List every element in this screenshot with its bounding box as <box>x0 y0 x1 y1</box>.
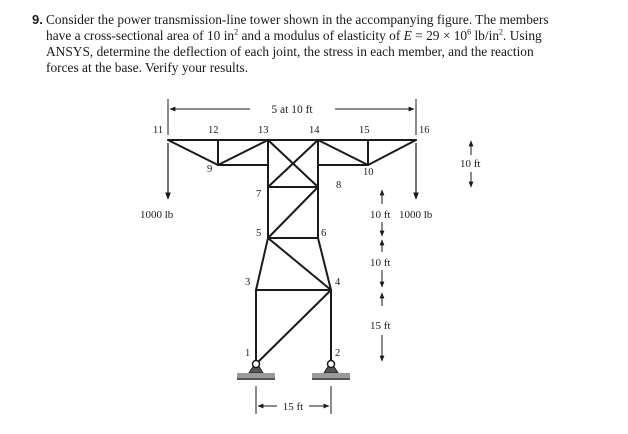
node-label-5: 5 <box>256 228 262 239</box>
node-label-6: 6 <box>321 228 327 239</box>
node-label-16: 16 <box>419 125 430 136</box>
node-label-3: 3 <box>245 277 251 288</box>
left-load-label: 1000 lb <box>140 209 174 221</box>
problem-line-1: Consider the power transmission-line tower shown in the accompanying figure. The members <box>46 12 549 27</box>
node-label-1: 1 <box>245 348 251 359</box>
node-label-13: 13 <box>258 125 269 136</box>
node-label-12: 12 <box>208 125 219 136</box>
left-pin-support <box>237 361 275 381</box>
node-label-10: 10 <box>363 167 374 178</box>
height-top-label: 10 ft <box>460 158 481 170</box>
right-pin-support <box>312 361 350 381</box>
right-load-dim-label: 10 ft <box>370 209 391 221</box>
node-label-11: 11 <box>153 125 164 136</box>
right-load-label: 1000 lb <box>399 209 433 221</box>
node-label-7: 7 <box>256 189 262 200</box>
node-label-4: 4 <box>335 277 341 288</box>
height-low-label: 15 ft <box>370 320 391 332</box>
node-label-14: 14 <box>309 125 320 136</box>
top-span-label: 5 at 10 ft <box>271 104 313 116</box>
base-width-label: 15 ft <box>282 401 304 413</box>
height-mid-label: 10 ft <box>370 257 391 269</box>
problem-line-2: have a cross-sectional area of 10 $in^2$ and a modulus of elasticity of $E = 29 \times 10^6$ $lb/in^2$. Using <box>46 27 542 43</box>
node-label-9: 9 <box>207 164 213 175</box>
problem-number: 9. <box>32 12 43 27</box>
node-label-8: 8 <box>336 180 342 191</box>
node-label-2: 2 <box>335 348 341 359</box>
problem-line-3: ANSYS, determine the deflection of each joint, the stress in each member, and the reaction <box>46 44 534 59</box>
problem-line-4: forces at the base. Verify your results. <box>46 60 249 75</box>
node-label-15: 15 <box>359 125 370 136</box>
